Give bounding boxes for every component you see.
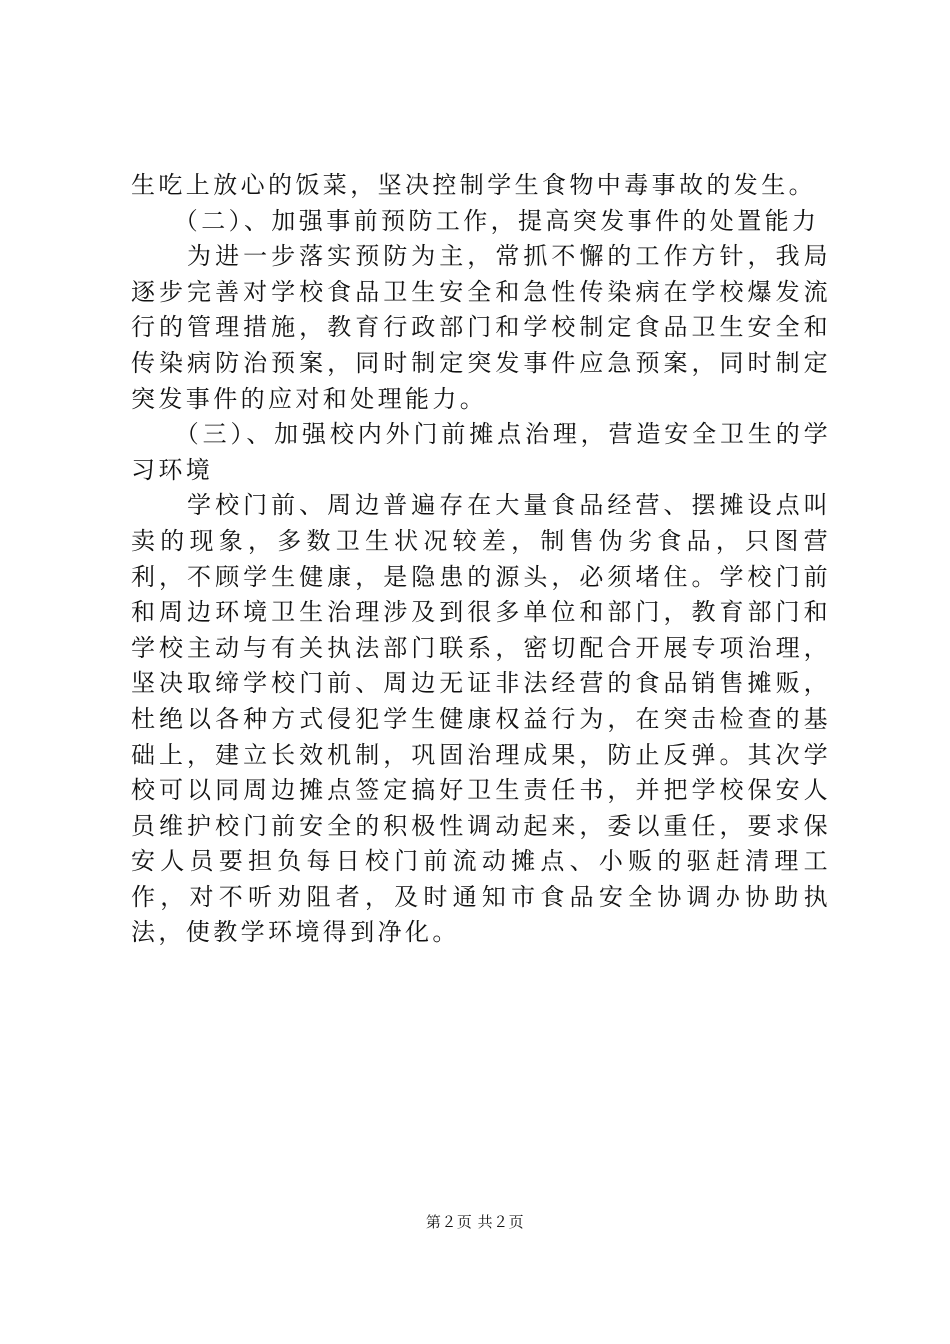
paragraph-continuation: 生吃上放心的饭菜，坚决控制学生食物中毒事故的发生。 [131,171,816,199]
paragraph-stall-governance: 学校门前、周边普遍存在大量食品经营、摆摊设点叫卖的现象，多数卫生状况较差，制售伪劣食品，只图营利，不顾学生健康，是隐患的源头，必须堵住。学校门前和周边环境卫生治理涉及到很多单位和部门，教育部门和学校主动与有关执法部门联系，密切配合开展专项治理，坚决取缔学校门前、周边无证非法经营的食品销售摊贩，杜绝以各种方式侵犯学生健康权益行为，在突击检查的基础上，建立长效机制，巩固治理成果，防止反弹。其次学校可以同周边摊点签定搞好卫生责任书，并把学校保安人员维护校门前安全的积极性调动起来，委以重任，要求保安人员要担负每日校门前流动摊点、小贩的驱赶清理工作，对不听劝阻者，及时通知市食品安全协调办协助执法，使教学环境得到净化。 [131,491,831,947]
paragraph-prevention: 为进一步落实预防为主，常抓不懈的工作方针，我局逐步完善对学校食品卫生安全和急性传染病在学校爆发流行的管理措施，教育行政部门和学校制定食品卫生安全和传染病防治预案，同时制定突发事件应急预案，同时制定突发事件的应对和处理能力。 [131,242,831,413]
page-number-footer: 第２页 共２页 [425,1213,525,1231]
document-body [131,168,831,951]
section-heading-2: （二）、加强事前预防工作，提高突发事件的处置能力 [131,206,820,235]
section-heading-3: （三）、加强校内外门前摊点治理，营造安全卫生的学习环境 [131,420,831,484]
